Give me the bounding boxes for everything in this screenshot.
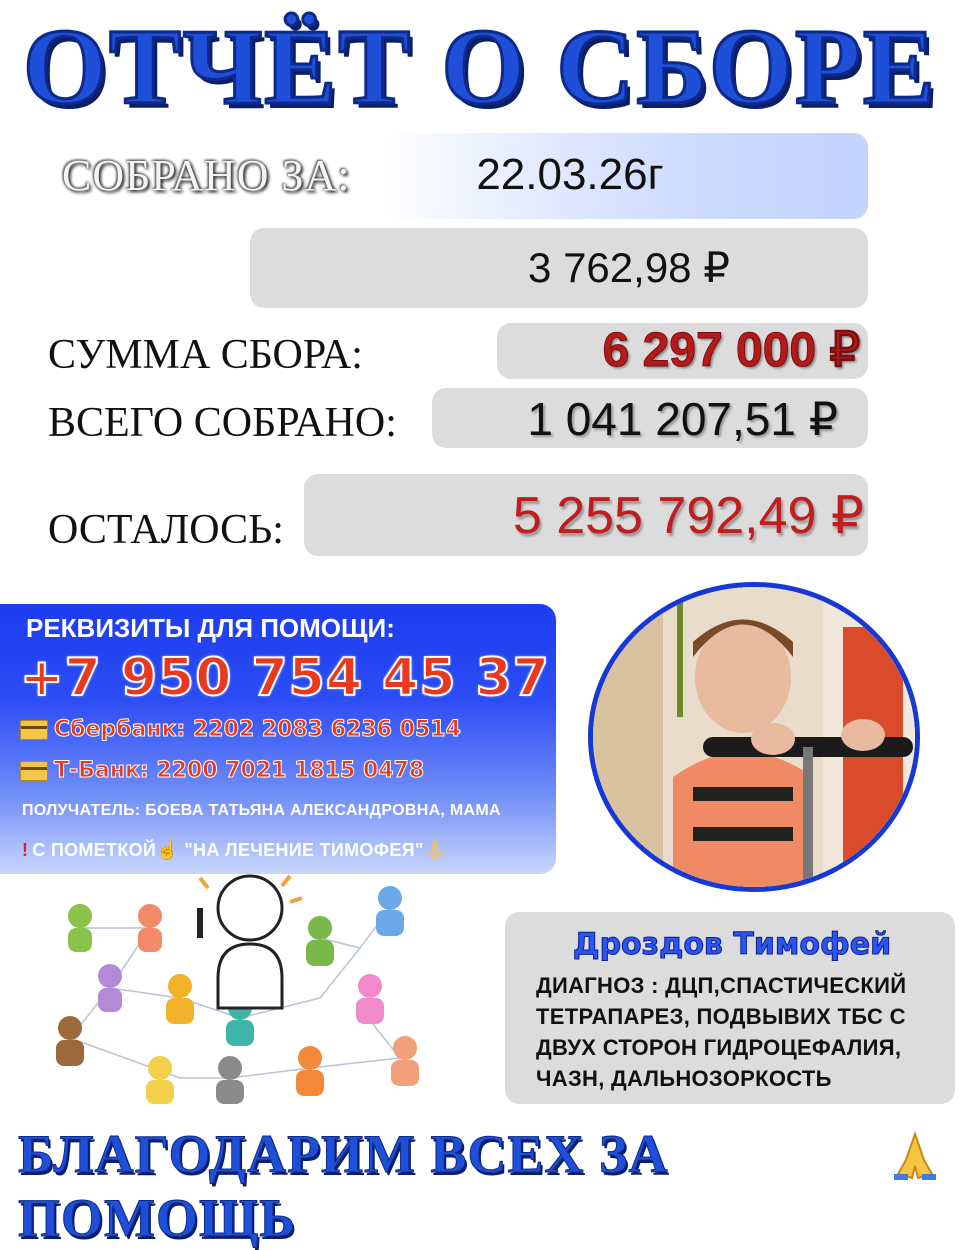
patient-photo-illustration xyxy=(593,587,915,887)
phone-number: +7 950 754 45 37 xyxy=(20,648,550,708)
sberbank-card xyxy=(20,716,461,744)
payment-note xyxy=(22,838,447,862)
goal-label: СУММА СБОРА: xyxy=(48,332,363,378)
remaining-value: 5 255 792,49 ₽ xyxy=(512,487,864,545)
tbank-card xyxy=(20,757,424,785)
diagnosis-text: ДИАГНОЗ : ДЦП,СПАСТИЧЕСКИЙ ТЕТРАПАРЕЗ, ПОДВЫВИХ ТБС С ДВУХ СТОРОН ГИДРОЦЕФАЛИЯ, ЧАЗН, ДАЛЬНОЗОРКОСТЬ xyxy=(536,973,907,1091)
note-prefix: С ПОМЕТКОЙ xyxy=(32,840,157,860)
collected-for-label: СОБРАНО ЗА: xyxy=(62,151,351,200)
total-collected-label: ВСЕГО СОБРАНО: xyxy=(48,400,397,446)
pointing-hand-icon: ☝ xyxy=(156,840,179,860)
remaining-label: ОСТАЛОСЬ: xyxy=(48,507,284,553)
patient-photo xyxy=(588,582,920,892)
credit-card-icon xyxy=(20,720,48,740)
praying-hands-icon xyxy=(890,1130,940,1182)
thanks-text: БЛАГОДАРИМ ВСЕХ ЗА ПОМОЩЬ xyxy=(18,1124,669,1248)
central-figure xyxy=(200,876,282,1008)
collected-day-amount: 3 762,98 ₽ xyxy=(528,244,730,291)
sberbank-card-text: Сбербанк: 2202 2083 6236 0514 xyxy=(54,717,461,742)
total-collected-value: 1 041 207,51 ₽ xyxy=(527,393,838,445)
collected-date: 22.03.26г xyxy=(476,150,664,199)
network-illustration xyxy=(40,868,440,1108)
goal-value: 6 297 000 ₽ xyxy=(602,324,860,377)
note-text: "НА ЛЕЧЕНИЕ ТИМОФЕЯ" xyxy=(184,840,424,860)
requisites-title: РЕКВИЗИТЫ ДЛЯ ПОМОЩИ: xyxy=(26,613,395,643)
exclamation-icon: ! xyxy=(22,840,29,860)
recipient: ПОЛУЧАТЕЛЬ: БОЕВА ТАТЬЯНА АЛЕКСАНДРОВНА, МАМА xyxy=(22,802,501,819)
page-title: ОТЧЁТ О СБОРЕ xyxy=(22,8,938,127)
credit-card-icon xyxy=(20,761,48,781)
patient-name: Дроздов Тимофей xyxy=(572,927,892,962)
tbank-card-text: Т-Банк: 2200 7021 1815 0478 xyxy=(54,758,425,783)
praying-hands-icon: 🙏︎ xyxy=(423,840,447,860)
